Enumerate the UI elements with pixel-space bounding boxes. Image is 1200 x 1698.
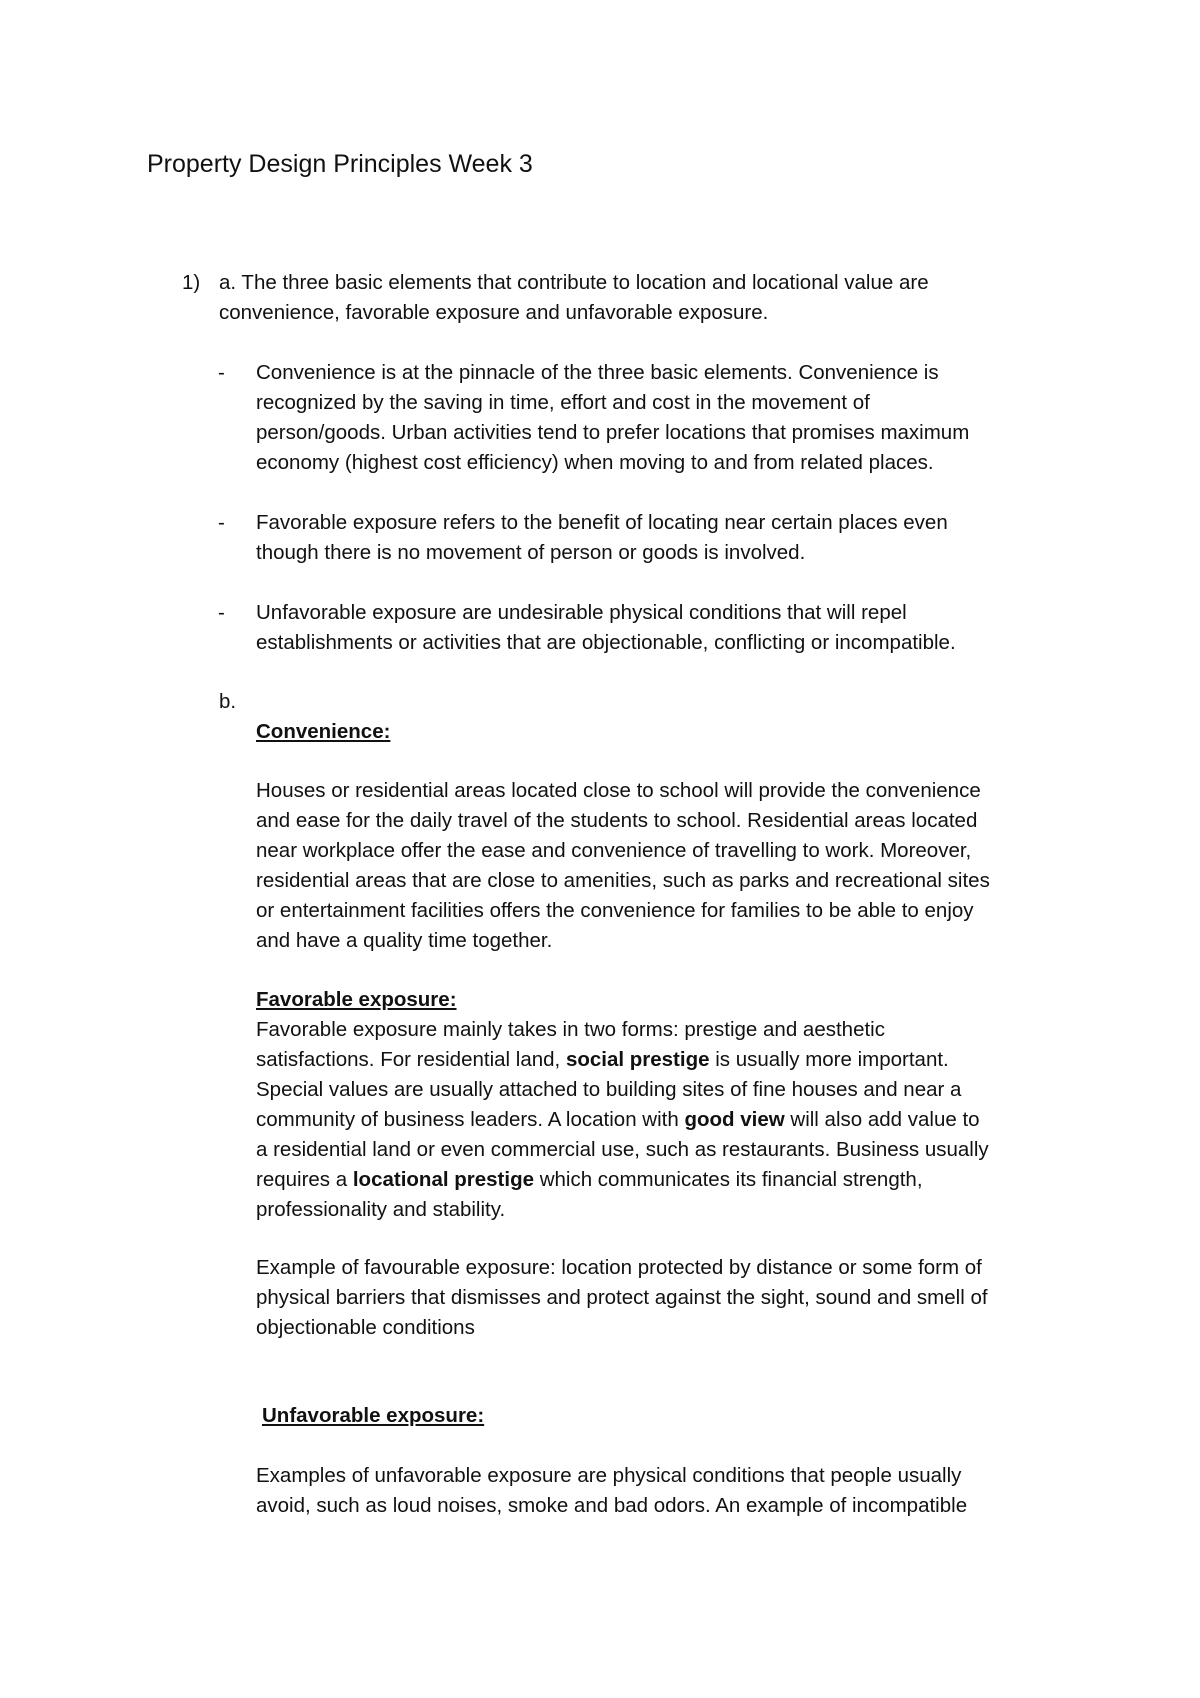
- text-line: [256, 1105, 1086, 1135]
- text-line: [256, 1165, 1086, 1195]
- text-line: Favorable exposure mainly takes in two forms: prestige and aesthetic: [256, 1018, 885, 1041]
- text-line: and ease for the daily travel of the students to school. Residential areas located: [256, 809, 978, 832]
- convenience-body: [256, 776, 1086, 956]
- unfavorable-body: [256, 1461, 1086, 1521]
- bullet-marker: -: [218, 361, 225, 384]
- text-line: Examples of unfavorable exposure are physical conditions that people usually: [256, 1464, 962, 1487]
- text-run: which communicates its financial strength,: [534, 1168, 923, 1191]
- text-line: recognized by the saving in time, effort and cost in the movement of: [256, 391, 870, 414]
- text-run: is usually more important.: [709, 1048, 949, 1071]
- text-line: professionality and stability.: [256, 1198, 506, 1221]
- bold-term: locational prestige: [352, 1168, 534, 1191]
- bullet-unfavorable: [256, 598, 1086, 658]
- part-b-label: b.: [219, 690, 237, 713]
- text-run: satisfactions. For residential land,: [256, 1048, 566, 1071]
- unfavorable-heading: [262, 1401, 1092, 1431]
- text-line: though there is no movement of person or goods is involved.: [256, 541, 806, 564]
- text-line: convenience, favorable exposure and unfavorable exposure.: [219, 301, 769, 324]
- bullet-favorable: [256, 508, 1086, 568]
- part-a-intro: [219, 268, 1099, 328]
- text-line: Favorable exposure refers to the benefit of locating near certain places even: [256, 511, 948, 534]
- text-line: person/goods. Urban activities tend to prefer locations that promises maximum: [256, 421, 970, 444]
- bold-term: good view: [684, 1108, 785, 1131]
- text-line: avoid, such as loud noises, smoke and bad odors. An example of incompatible: [256, 1494, 968, 1517]
- text-run: will also add value to: [784, 1108, 980, 1131]
- section-heading: Favorable exposure:: [256, 988, 457, 1011]
- section-heading: Convenience:: [256, 720, 391, 743]
- section-heading: Unfavorable exposure:: [262, 1404, 485, 1427]
- text-line: Unfavorable exposure are undesirable physical conditions that will repel: [256, 601, 907, 624]
- bold-term: social prestige: [565, 1048, 710, 1071]
- page-title: Property Design Principles Week 3: [147, 150, 533, 178]
- text-line: a. The three basic elements that contribute to location and locational value are: [219, 271, 929, 294]
- bullet-convenience: [256, 358, 1086, 478]
- text-line: Houses or residential areas located close to school will provide the convenience: [256, 779, 981, 802]
- text-line: objectionable conditions: [256, 1316, 475, 1339]
- text-line: physical barriers that dismisses and protect against the sight, sound and smell of: [256, 1286, 988, 1309]
- text-line: near workplace offer the ease and convenience of travelling to work. Moreover,: [256, 839, 972, 862]
- text-line: a residential land or even commercial use, such as restaurants. Business usually: [256, 1138, 989, 1161]
- text-run: requires a: [256, 1168, 353, 1191]
- bullet-marker: -: [218, 601, 225, 624]
- text-line: economy (highest cost efficiency) when moving to and from related places.: [256, 451, 934, 474]
- text-line: and have a quality time together.: [256, 929, 553, 952]
- text-line: [256, 1045, 1086, 1075]
- item-number: 1): [182, 271, 201, 294]
- text-line: Special values are usually attached to building sites of fine houses and near a: [256, 1078, 962, 1101]
- text-line: establishments or activities that are objectionable, conflicting or incompatible.: [256, 631, 956, 654]
- convenience-heading: [256, 717, 1086, 747]
- text-line: residential areas that are close to amenities, such as parks and recreational sites: [256, 869, 990, 892]
- favorable-section: [256, 985, 1086, 1225]
- bullet-marker: -: [218, 511, 225, 534]
- text-line: Convenience is at the pinnacle of the three basic elements. Convenience is: [256, 361, 939, 384]
- text-run: community of business leaders. A location with: [256, 1108, 685, 1131]
- text-line: or entertainment facilities offers the convenience for families to be able to enjoy: [256, 899, 974, 922]
- favorable-example: [256, 1253, 1086, 1343]
- text-line: Example of favourable exposure: location protected by distance or some form of: [256, 1256, 982, 1279]
